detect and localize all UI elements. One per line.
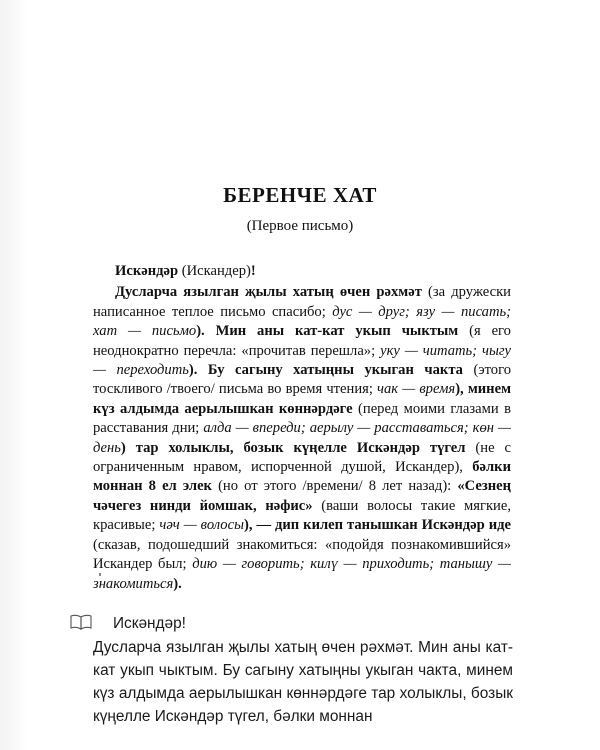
chapter-subtitle: (Первое письмо) [246,218,354,234]
segment-18: (не с ограниченным нравом, испорченной душой, Искандер), [93,439,512,476]
segment-25: — дип килеп танышкан Искәндәр иде [256,517,511,534]
letter-greeting [93,262,511,281]
segment-21: «Сезнең чәчегез нинди йомшак, нәфис» [93,478,511,514]
greeting-russian: (Искандер) [178,263,251,279]
segment-8: ). [188,362,208,379]
segment-22: (ваши волосы такие мягкие, красивые; [93,497,511,534]
segment-17: тар холыклы, бозык күңелле Искәндәр түгел [135,439,466,456]
segment-3: дус — друг; язу — писать; хат — письмо [93,303,512,340]
annotated-paragraph [93,283,511,594]
plain-greeting: Искәндәр! [113,615,186,632]
plain-paragraph: Дусларча язылган җылы хатың өчен рәхмәт. Мин аны кат-кат укып чыктым. Бу сагыну хатыңны укыган чакта, минем күз алдымда аерылышкан көннәрдәге тар холыклы, бозык күңелле Искәндәр түгел, бәлки моннан [93,639,513,725]
chapter-title: БЕРЕНЧЕ ХАТ [223,183,377,207]
segment-20: (но от этого /времени/ 8 лет назад): [211,478,458,495]
segment-5: Мин аны кат-кат укып чыктым [215,323,459,340]
segment-9: Бу сагыну хатыңны укыган чакта [207,362,463,379]
segment-27: дию — говорить; килү — приходить; танышу — знакомиться [93,556,511,592]
segment-23: чәч — волосы [159,517,244,534]
segment-13: минем күз алдымда аерылышкан көннәрдәге [93,381,512,417]
segment-12: ), [455,381,468,398]
segment-11: чак — время [377,381,456,398]
greeting-tatar: Искәндәр [115,263,179,279]
segment-16: ) [120,439,136,456]
open-book-icon [70,614,92,630]
plain-text-section [93,612,513,728]
segment-7: уку — читать; чыгу — переходить [93,342,511,379]
segment-15: алда — впереди; аерылу — расставаться; көн — день [93,420,511,456]
segment-10: (этого тоскливого /твоего/ письма во время чтения; [93,362,511,398]
page-gutter [0,0,28,750]
segment-19: бәлки моннан 8 ел элек [93,459,511,495]
segment-6: (я его неоднократно перечла: «прочитав перешла»; [93,323,511,359]
segment-1: Дусларча язылган җылы хатың өчен рәхмәт [115,284,422,301]
segment-4: ). [196,323,216,340]
segment-24: ), [243,517,257,534]
segment-28: ). [173,575,182,592]
greeting-exclaim: ! [250,263,256,279]
segment-2: (за дружески написанное теплое письмо спасибо; [93,284,511,320]
segment-14: (перед моими глазами в расставания дни; [93,400,511,437]
annotated-text [93,262,511,594]
print-speck [99,573,101,576]
segment-26: (сказав, подошедший знакомиться: «подойдя познакомившийся» Искандер был; [93,536,511,573]
